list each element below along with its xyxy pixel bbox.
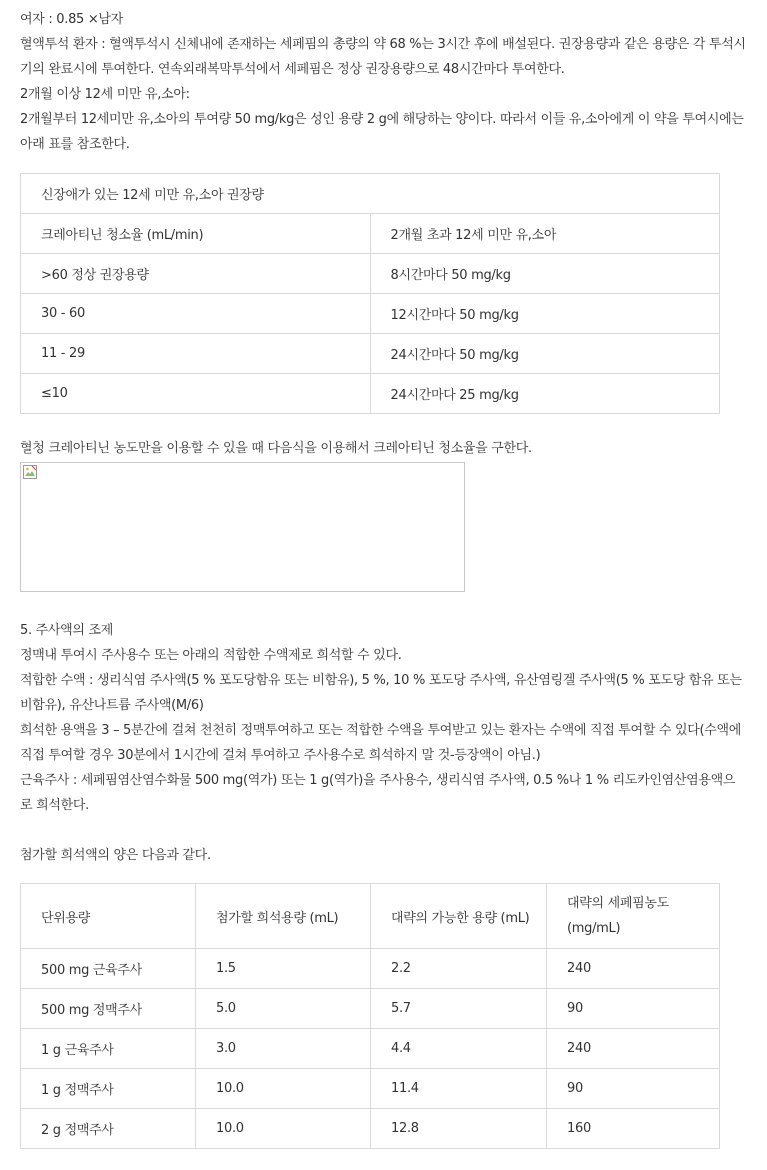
table-cell: 24시간마다 50 mg/kg <box>370 334 720 374</box>
table-cell: 11.4 <box>371 1069 547 1109</box>
im-injection-paragraph: 근육주사 : 세페핌염산염수화물 500 mg(역가) 또는 1 g(역가)을 주사용수, 생리식염 주사액, 0.5 %나 1 % 리도카인염산염용액으로 희석한다. <box>20 773 736 813</box>
spacer <box>20 592 747 618</box>
hemodialysis-paragraph: 혈액투석 환자 : 혈액투석시 신체내에 존재하는 세페핌의 총량의 약 68 %는 3시간 후에 배설된다. 권장용량과 같은 용량은 각 투석시기의 완료시에 투여한다. 연속외래복막투석에서 세페핌은 정상 권장용량으로 48시간마다 투여한다. <box>20 37 746 77</box>
table-cell: 10.0 <box>196 1109 371 1149</box>
table-row <box>21 949 720 989</box>
table-cell: ≤10 <box>21 374 371 414</box>
table-row <box>21 1029 720 1069</box>
table-cell: 240 <box>547 949 720 989</box>
column-header: 2개월 초과 12세 미만 유,소아 <box>370 214 720 254</box>
table-cell: 12시간마다 50 mg/kg <box>370 294 720 334</box>
renal-dosage-table <box>20 173 720 414</box>
column-header: 단위용량 <box>21 884 196 949</box>
iv-administration-paragraph: 희석한 용액을 3 – 5분간에 걸쳐 천천히 정맥투여하고 또는 적합한 수액을 투여받고 있는 환자는 수액에 직접 투여할 수 있다(수액에 직접 투여할 경우 30분에서 1시간에 걸쳐 투여하고 주사용수로 희석하지 말 것-등장액이 아님.) <box>20 723 742 763</box>
iv-dilution-line: 정맥내 투여시 주사용수 또는 아래의 적합한 수액제로 희석할 수 있다. <box>20 648 402 663</box>
dilution-table <box>20 883 720 1149</box>
column-header: 대략의 가능한 용량 (mL) <box>371 884 547 949</box>
child-heading: 2개월 이상 12세 미만 유,소아: <box>20 87 190 102</box>
formula-image-placeholder <box>20 462 465 592</box>
table-row <box>21 254 720 294</box>
section-title: 5. 주사액의 조제 <box>20 623 114 638</box>
column-header: 크레아티닌 청소율 (mL/min) <box>21 214 371 254</box>
table-row <box>21 294 720 334</box>
spacer <box>20 414 747 436</box>
table-cell: 5.0 <box>196 989 371 1029</box>
table-row <box>21 334 720 374</box>
table-cell: 4.4 <box>371 1029 547 1069</box>
broken-image-icon <box>23 465 37 479</box>
diluent-intro: 첨가할 희석액의 양은 다음과 같다. <box>20 848 211 863</box>
table-cell: 5.7 <box>371 989 547 1029</box>
table-cell: 2.2 <box>371 949 547 989</box>
suitable-fluids-paragraph: 적합한 수액 : 생리식염 주사액(5 % 포도당함유 또는 비함유), 5 %, 10 % 포도당 주사액, 유산염링겔 주사액(5 % 포도당 함유 또는 비함유), 유산나트륨 주사액(M/6) <box>20 673 742 713</box>
table-cell: 24시간마다 25 mg/kg <box>370 374 720 414</box>
table-cell: 90 <box>547 989 720 1029</box>
table-cell: 8시간마다 50 mg/kg <box>370 254 720 294</box>
table-cell: 30 - 60 <box>21 294 371 334</box>
female-dose-line: 여자 : 0.85 ×남자 <box>20 12 123 27</box>
table-row <box>21 374 720 414</box>
child-paragraph: 2개월부터 12세미만 유,소아의 투여량 50 mg/kg은 성인 용량 2 g에 해당하는 양이다. 따라서 이들 유,소아에게 이 약을 투여시에는 아래 표를 참조한다. <box>20 112 744 152</box>
table-cell: 3.0 <box>196 1029 371 1069</box>
table-header-row <box>21 214 720 254</box>
table-cell: 500 mg 정맥주사 <box>21 989 196 1029</box>
table-header-row <box>21 884 720 949</box>
table-row <box>21 1109 720 1149</box>
table-cell: 10.0 <box>196 1069 371 1109</box>
spacer <box>20 818 747 843</box>
header-unit: (mg/mL) <box>567 921 621 936</box>
table-caption: 신장애가 있는 12세 미만 유,소아 권장량 <box>21 174 720 214</box>
table-cell: 1 g 정맥주사 <box>21 1069 196 1109</box>
table-cell: 90 <box>547 1069 720 1109</box>
table-cell: 500 mg 근육주사 <box>21 949 196 989</box>
column-header: 첨가할 희석용량 (mL) <box>196 884 371 949</box>
table-caption-row <box>21 174 720 214</box>
creatinine-note: 혈청 크레아티닌 농도만을 이용할 수 있을 때 다음식을 이용해서 크레아티닌 청소율을 구한다. <box>20 441 532 456</box>
dosage-intro <box>20 0 747 157</box>
table-cell: 1.5 <box>196 949 371 989</box>
table-cell: 160 <box>547 1109 720 1149</box>
section-injection-prep <box>20 618 747 818</box>
table-row <box>21 989 720 1029</box>
column-header <box>547 884 720 949</box>
table-cell: 11 - 29 <box>21 334 371 374</box>
table-cell: 240 <box>547 1029 720 1069</box>
table-cell: >60 정상 권장용량 <box>21 254 371 294</box>
table-row <box>21 1069 720 1109</box>
table-cell: 12.8 <box>371 1109 547 1149</box>
table-cell: 2 g 정맥주사 <box>21 1109 196 1149</box>
header-line: 대략의 세페핌농도 <box>567 896 669 911</box>
table-cell: 1 g 근육주사 <box>21 1029 196 1069</box>
